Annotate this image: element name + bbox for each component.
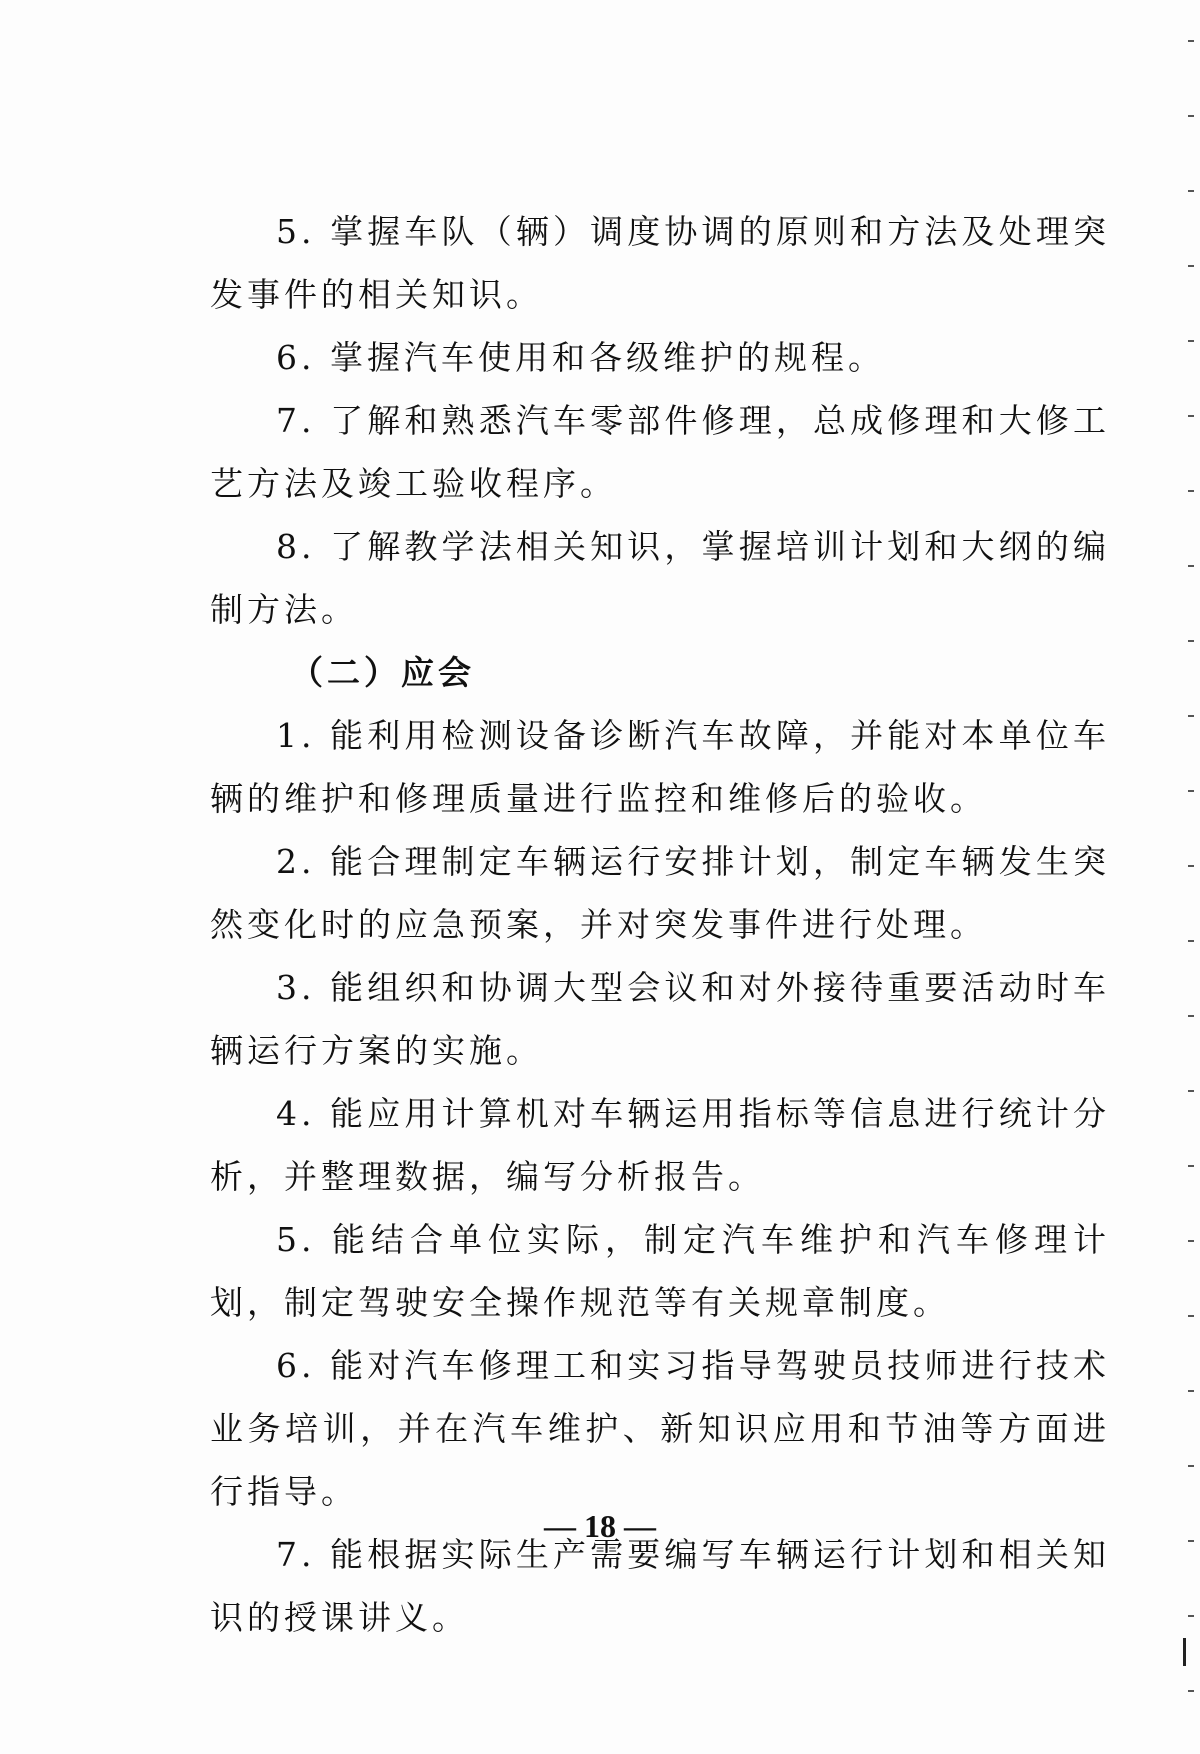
- edge-tick: [1188, 940, 1194, 942]
- skill-item-1: 1. 能利用检测设备诊断汽车故障，并能对本单位车辆的维护和修理质量进行监控和维修后的验收。: [210, 716, 1110, 818]
- skill-item-7: 7. 能根据实际生产需要编写车辆运行计划和相关知识的授课讲义。: [210, 1535, 1110, 1637]
- edge-tick: [1188, 790, 1194, 792]
- edge-tick: [1188, 115, 1194, 117]
- edge-tick: [1188, 1465, 1194, 1467]
- skill-item-5: 5. 能结合单位实际，制定汽车维护和汽车修理计划，制定驾驶安全操作规范等有关规章制度。: [210, 1220, 1110, 1322]
- section-heading: （二）应会: [290, 653, 475, 692]
- edge-tick: [1188, 640, 1194, 642]
- edge-tick: [1188, 1690, 1194, 1692]
- edge-tick: [1188, 190, 1194, 192]
- edge-tick: [1188, 415, 1194, 417]
- knowledge-item-6: 6. 掌握汽车使用和各级维护的规程。: [276, 338, 885, 377]
- edge-tick: [1188, 1240, 1194, 1242]
- edge-tick: [1188, 1615, 1194, 1617]
- skill-item-2: 2. 能合理制定车辆运行安排计划，制定车辆发生突然变化时的应急预案，并对突发事件进行处理。: [210, 842, 1110, 944]
- knowledge-item-7: 7. 了解和熟悉汽车零部件修理，总成修理和大修工艺方法及竣工验收程序。: [210, 401, 1110, 503]
- edge-tick: [1188, 1090, 1194, 1092]
- knowledge-item-8: 8. 了解教学法相关知识，掌握培训计划和大纲的编制方法。: [210, 527, 1110, 629]
- edge-tick: [1188, 265, 1194, 267]
- edge-tick: [1188, 1165, 1194, 1167]
- edge-tick: [1188, 865, 1194, 867]
- skill-item-6: 6. 能对汽车修理工和实习指导驾驶员技师进行技术业务培训，并在汽车维护、新知识应用和节油等方面进行指导。: [210, 1346, 1110, 1511]
- edge-tick: [1188, 1540, 1194, 1542]
- skill-item-3: 3. 能组织和协调大型会议和对外接待重要活动时车辆运行方案的实施。: [210, 968, 1110, 1070]
- edge-tick: [1188, 1015, 1194, 1017]
- knowledge-item-5: 5. 掌握车队（辆）调度协调的原则和方法及处理突发事件的相关知识。: [210, 212, 1110, 314]
- edge-tick: [1188, 490, 1194, 492]
- edge-tick: [1188, 40, 1194, 42]
- edge-tick: [1188, 565, 1194, 567]
- page-number: — 18 —: [544, 1508, 656, 1544]
- edge-tick: [1188, 1315, 1194, 1317]
- skill-item-4: 4. 能应用计算机对车辆运用指标等信息进行统计分析，并整理数据，编写分析报告。: [210, 1094, 1110, 1196]
- edge-tick: [1188, 340, 1194, 342]
- edge-tick: [1188, 1390, 1194, 1392]
- body-text: [210, 200, 1110, 1649]
- edge-bar: [1183, 1638, 1186, 1666]
- edge-tick: [1188, 715, 1194, 717]
- scan-edge-marks: [1180, 0, 1200, 1754]
